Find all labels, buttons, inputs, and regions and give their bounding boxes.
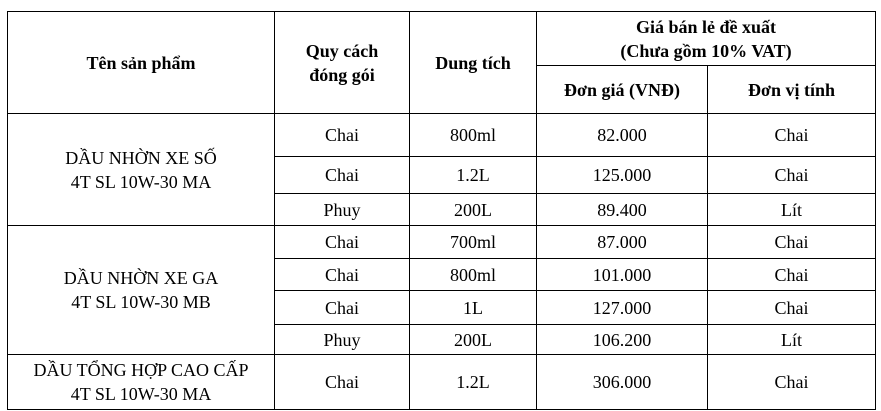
unit-cell: Chai [708, 157, 876, 194]
product-name-line1: DẦU TỔNG HỢP CAO CẤP [33, 360, 249, 380]
packaging-cell: Chai [275, 114, 410, 157]
packaging-cell: Phuy [275, 194, 410, 226]
header-unit: Đơn vị tính [708, 66, 876, 114]
volume-cell: 1.2L [410, 355, 537, 410]
table-row [8, 114, 876, 157]
unit-cell: Chai [708, 226, 876, 259]
unit-cell: Lít [708, 325, 876, 355]
table-body [8, 114, 876, 410]
unit-cell: Chai [708, 291, 876, 325]
header-suggested-price [537, 12, 876, 66]
unit-price-cell: 101.000 [537, 259, 708, 291]
product-name-cell [8, 355, 275, 410]
header-product-name: Tên sản phẩm [8, 12, 275, 114]
volume-cell: 700ml [410, 226, 537, 259]
cropped-footer-text [0, 405, 881, 411]
unit-cell: Chai [708, 114, 876, 157]
product-name-line1: DẦU NHỜN XE SỐ [65, 147, 217, 168]
volume-cell: 1L [410, 291, 537, 325]
product-name-line2: 4T SL 10W-30 MB [71, 292, 211, 312]
product-name-line2: 4T SL 10W-30 MA [70, 384, 212, 404]
packaging-cell: Chai [275, 355, 410, 410]
packaging-cell: Chai [275, 226, 410, 259]
header-unit-price: Đơn giá (VNĐ) [537, 66, 708, 114]
product-name-line1: DẦU NHỜN XE GA [63, 268, 219, 288]
product-name-line2: 4T SL 10W-30 MA [70, 171, 212, 192]
unit-price-cell: 125.000 [537, 157, 708, 194]
volume-cell: 200L [410, 194, 537, 226]
product-name-cell [8, 114, 275, 226]
unit-price-cell: 87.000 [537, 226, 708, 259]
unit-price-cell: 82.000 [537, 114, 708, 157]
packaging-cell: Phuy [275, 325, 410, 355]
unit-cell: Lít [708, 194, 876, 226]
price-table [7, 11, 876, 410]
volume-cell: 1.2L [410, 157, 537, 194]
packaging-cell: Chai [275, 259, 410, 291]
table-row [8, 355, 876, 410]
packaging-cell: Chai [275, 157, 410, 194]
unit-cell: Chai [708, 259, 876, 291]
header-volume: Dung tích [410, 12, 537, 114]
unit-price-cell: 306.000 [537, 355, 708, 410]
volume-cell: 200L [410, 325, 537, 355]
unit-price-cell: 127.000 [537, 291, 708, 325]
unit-cell: Chai [708, 355, 876, 410]
header-vat-note: (Chưa gồm 10% VAT) [620, 40, 792, 61]
table-row [8, 226, 876, 259]
unit-price-cell: 89.400 [537, 194, 708, 226]
header-suggested-price-title: Giá bán lẻ đề xuất [635, 16, 777, 37]
packaging-cell: Chai [275, 291, 410, 325]
unit-price-cell: 106.200 [537, 325, 708, 355]
product-name-cell [8, 226, 275, 355]
header-packaging: Quy cách đóng gói [275, 12, 410, 114]
volume-cell: 800ml [410, 259, 537, 291]
volume-cell: 800ml [410, 114, 537, 157]
